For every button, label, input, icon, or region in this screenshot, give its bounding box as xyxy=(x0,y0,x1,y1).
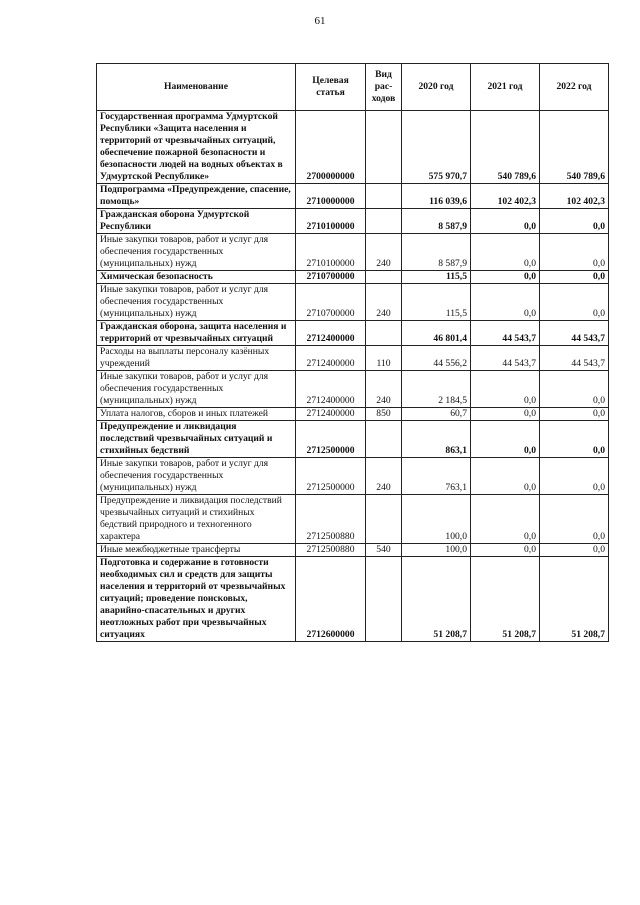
cell-2022: 0,0 xyxy=(540,234,609,271)
cell-2020: 100,0 xyxy=(402,544,471,557)
cell-2022: 0,0 xyxy=(540,271,609,284)
cell-type: 110 xyxy=(366,346,402,371)
table-row xyxy=(97,495,609,544)
table-row xyxy=(97,544,609,557)
cell-2020: 60,7 xyxy=(402,408,471,421)
cell-2021: 0,0 xyxy=(471,271,540,284)
cell-name: Государственная программа Удмуртской Республики «Защита населения и территорий от чрезвычайных ситуаций, обеспечение пожарной безопасности и безопасности людей на водных объектах в Удмуртской Республике» xyxy=(97,111,296,184)
cell-2020: 44 556,2 xyxy=(402,346,471,371)
cell-2020: 115,5 xyxy=(402,284,471,321)
cell-target: 2712600000 xyxy=(296,557,366,642)
cell-type xyxy=(366,421,402,458)
cell-type xyxy=(366,184,402,209)
cell-2021: 0,0 xyxy=(471,544,540,557)
cell-target: 2712500000 xyxy=(296,458,366,495)
cell-name: Предупреждение и ликвидация последствий чрезвычайных ситуаций и стихийных бедствий природного и техногенного характера xyxy=(97,495,296,544)
cell-2021: 0,0 xyxy=(471,284,540,321)
header-target: Целевая статья xyxy=(296,64,366,111)
cell-type xyxy=(366,209,402,234)
cell-2021: 44 543,7 xyxy=(471,346,540,371)
cell-type: 850 xyxy=(366,408,402,421)
cell-target: 2710100000 xyxy=(296,209,366,234)
table-row xyxy=(97,408,609,421)
cell-2022: 44 543,7 xyxy=(540,321,609,346)
page-number: 61 xyxy=(314,15,326,27)
cell-type: 240 xyxy=(366,234,402,271)
table-row xyxy=(97,321,609,346)
cell-2021: 0,0 xyxy=(471,371,540,408)
cell-2022: 44 543,7 xyxy=(540,346,609,371)
cell-target: 2712400000 xyxy=(296,321,366,346)
cell-type: 240 xyxy=(366,284,402,321)
cell-2021: 0,0 xyxy=(471,458,540,495)
cell-2022: 0,0 xyxy=(540,371,609,408)
table-row xyxy=(97,234,609,271)
cell-2020: 46 801,4 xyxy=(402,321,471,346)
cell-2022: 0,0 xyxy=(540,544,609,557)
cell-target: 2710100000 xyxy=(296,234,366,271)
cell-2022: 0,0 xyxy=(540,408,609,421)
cell-type xyxy=(366,111,402,184)
cell-2021: 102 402,3 xyxy=(471,184,540,209)
cell-2020: 8 587,9 xyxy=(402,209,471,234)
table-row xyxy=(97,346,609,371)
cell-name: Иные закупки товаров, работ и услуг для обеспечения государственных (муниципальных) нужд xyxy=(97,284,296,321)
cell-target: 2712400000 xyxy=(296,346,366,371)
cell-target: 2710000000 xyxy=(296,184,366,209)
cell-target: 2710700000 xyxy=(296,271,366,284)
header-2020: 2020 год xyxy=(402,64,471,111)
cell-name: Гражданская оборона, защита населения и территорий от чрезвычайных ситуаций xyxy=(97,321,296,346)
cell-name: Иные межбюджетные трансферты xyxy=(97,544,296,557)
cell-type xyxy=(366,495,402,544)
cell-target: 2700000000 xyxy=(296,111,366,184)
header-2022: 2022 год xyxy=(540,64,609,111)
table-row xyxy=(97,271,609,284)
cell-name: Предупреждение и ликвидация последствий чрезвычайных ситуаций и стихийных бедствий xyxy=(97,421,296,458)
cell-2020: 575 970,7 xyxy=(402,111,471,184)
cell-2021: 0,0 xyxy=(471,408,540,421)
cell-2022: 0,0 xyxy=(540,495,609,544)
cell-target: 2712400000 xyxy=(296,371,366,408)
table-row xyxy=(97,184,609,209)
cell-target: 2712500880 xyxy=(296,495,366,544)
cell-2021: 540 789,6 xyxy=(471,111,540,184)
cell-name: Иные закупки товаров, работ и услуг для обеспечения государственных (муниципальных) нужд xyxy=(97,371,296,408)
cell-name: Гражданская оборона Удмуртской Республики xyxy=(97,209,296,234)
cell-type: 240 xyxy=(366,371,402,408)
cell-name: Подпрограмма «Предупреждение, спасение, помощь» xyxy=(97,184,296,209)
cell-target: 2712500000 xyxy=(296,421,366,458)
cell-2020: 100,0 xyxy=(402,495,471,544)
cell-2020: 51 208,7 xyxy=(402,557,471,642)
cell-type xyxy=(366,321,402,346)
table-row xyxy=(97,557,609,642)
cell-2020: 863,1 xyxy=(402,421,471,458)
table-row xyxy=(97,458,609,495)
table-row xyxy=(97,421,609,458)
cell-2022: 0,0 xyxy=(540,284,609,321)
cell-name: Химическая безопасность xyxy=(97,271,296,284)
header-2021: 2021 год xyxy=(471,64,540,111)
cell-name: Иные закупки товаров, работ и услуг для обеспечения государственных (муниципальных) нужд xyxy=(97,458,296,495)
cell-2021: 0,0 xyxy=(471,234,540,271)
header-name: Наименование xyxy=(97,64,296,111)
cell-2021: 0,0 xyxy=(471,421,540,458)
budget-table xyxy=(96,63,609,642)
cell-2020: 116 039,6 xyxy=(402,184,471,209)
cell-2022: 0,0 xyxy=(540,209,609,234)
cell-name: Подготовка и содержание в готовности необходимых сил и средств для защиты населения и территорий от чрезвычайных ситуаций; проведение поисковых, аварийно-спасательных и других неотложных работ при чрезвычайных ситуациях xyxy=(97,557,296,642)
cell-2021: 0,0 xyxy=(471,495,540,544)
table-header-row xyxy=(97,64,609,111)
cell-2021: 51 208,7 xyxy=(471,557,540,642)
cell-type: 540 xyxy=(366,544,402,557)
cell-2022: 0,0 xyxy=(540,458,609,495)
cell-name: Уплата налогов, сборов и иных платежей xyxy=(97,408,296,421)
cell-name: Иные закупки товаров, работ и услуг для обеспечения государственных (муниципальных) нужд xyxy=(97,234,296,271)
cell-2020: 8 587,9 xyxy=(402,234,471,271)
cell-name: Расходы на выплаты персоналу казённых учреждений xyxy=(97,346,296,371)
cell-type xyxy=(366,271,402,284)
cell-type xyxy=(366,557,402,642)
cell-2020: 763,1 xyxy=(402,458,471,495)
cell-type: 240 xyxy=(366,458,402,495)
cell-2022: 0,0 xyxy=(540,421,609,458)
cell-2022: 51 208,7 xyxy=(540,557,609,642)
header-type: Вид рас- ходов xyxy=(366,64,402,111)
cell-2020: 2 184,5 xyxy=(402,371,471,408)
cell-target: 2712500880 xyxy=(296,544,366,557)
cell-2022: 102 402,3 xyxy=(540,184,609,209)
table-row xyxy=(97,111,609,184)
cell-2022: 540 789,6 xyxy=(540,111,609,184)
cell-2020: 115,5 xyxy=(402,271,471,284)
table-row xyxy=(97,209,609,234)
table-row xyxy=(97,284,609,321)
cell-target: 2712400000 xyxy=(296,408,366,421)
cell-target: 2710700000 xyxy=(296,284,366,321)
cell-2021: 44 543,7 xyxy=(471,321,540,346)
cell-2021: 0,0 xyxy=(471,209,540,234)
table-row xyxy=(97,371,609,408)
